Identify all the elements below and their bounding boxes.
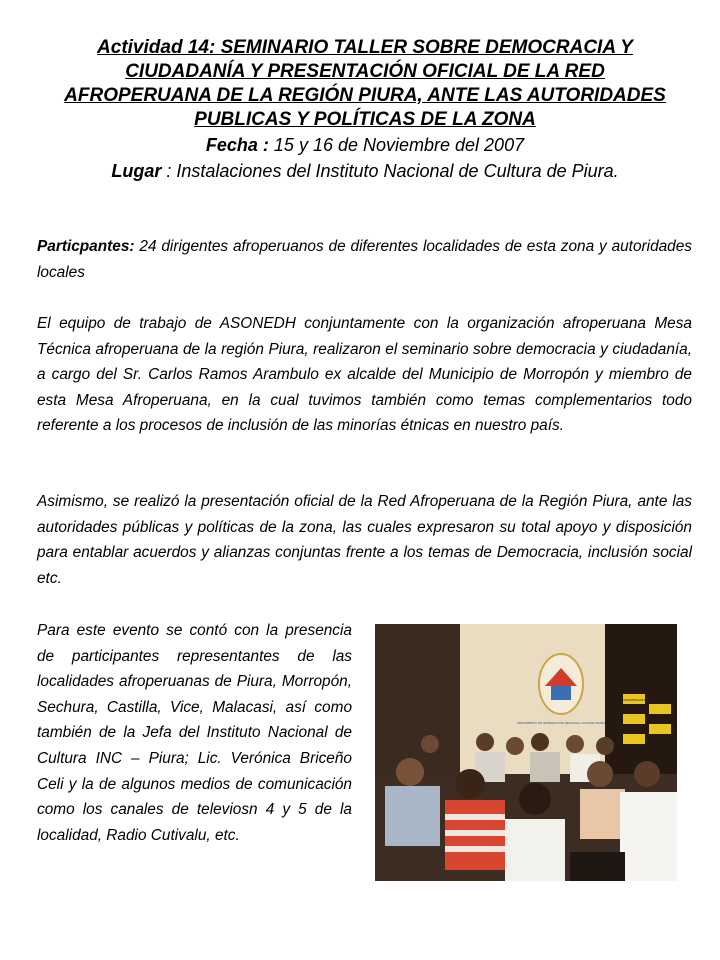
- poster-text: AFROPERUANA: [622, 698, 646, 702]
- fecha-line: [30, 132, 700, 158]
- participantes-paragraph: [37, 234, 692, 285]
- title-line-3: AFROPERUANA DE LA REGIÓN PIURA, ANTE LAS AUTORIDADES: [64, 85, 666, 106]
- lugar-value: : Instalaciones del Instituto Nacional de Cultura de Piura.: [161, 161, 619, 181]
- lugar-line: [30, 158, 700, 184]
- document-heading: [30, 36, 700, 184]
- paragraph-presentacion: Asimismo, se realizó la presentación oficial de la Red Afroperuana de la Región Piura, ante las autoridades públicas y políticas de la zona, las cuales expresaron su total apoyo y disposición para entablar acuerdos y alianzas conjuntas frente a los temas de Democracia, inclusión social etc.: [37, 493, 692, 587]
- title-line-1: Actividad 14: SEMINARIO TALLER SOBRE DEMOCRACIA Y: [97, 37, 633, 58]
- sign-text: MOVIMIENTO DE INTEGRACIÓN REGIONAL COLONIA PIURA: [517, 721, 605, 725]
- event-photo: [375, 624, 677, 881]
- fecha-value: 15 y 16 de Noviembre del 2007: [268, 135, 525, 155]
- participantes-value: 24 dirigentes afroperuanos de diferentes localidades de esta zona y autoridades locales: [37, 238, 692, 281]
- fecha-label: Fecha :: [205, 135, 269, 155]
- title-line-4: PUBLICAS Y POLÍTICAS DE LA ZONA: [194, 109, 536, 130]
- participantes-label: Particpantes:: [37, 238, 135, 255]
- paragraph-seminario: El equipo de trabajo de ASONEDH conjuntamente con la organización afroperuana Mesa Técnica afroperuana de la región Piura, realizaron el seminario sobre democracia y ciudadanía, a cargo del Sr. Carlos Ramos Arambulo ex alcalde del Municipio de Morropón y miembro de esta Mesa Afroperuana, en la cual tuvimos también como temas complementarios todo referente a los procesos de inclusión de las minorías étnicas en nuestro país.: [37, 315, 692, 435]
- paragraph-participantes-evento: Para este evento se contó con la presencia de participantes representantes de las localidades afroperuanas de Piura, Morropón, Sechura, Castilla, Vice, Malacasi, así como también de la Jefa del Instituto Nacional de Cultura INC – Piura; Lic. Verónica Briceño Celi y la de algunos medios de comunicación como los canales de televiosn 4 y 5 de la localidad, Radio Cutivalu, etc.: [37, 622, 352, 844]
- title-line-2: CIUDADANÍA Y PRESENTACIÓN OFICIAL DE LA RED: [125, 61, 605, 82]
- lugar-label: Lugar: [111, 161, 162, 181]
